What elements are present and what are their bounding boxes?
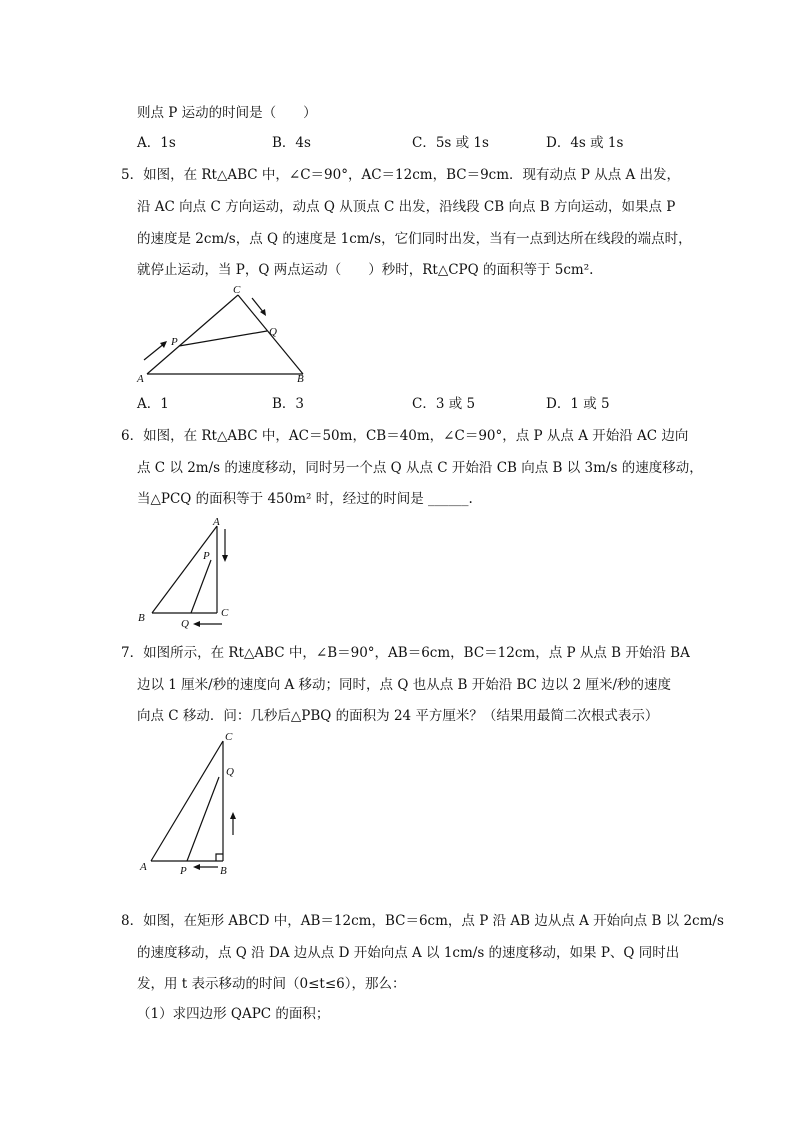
q7-right-angle [216,854,223,861]
q5-label-a: A [137,373,144,385]
q6-line-3: 当△PCQ 的面积等于 450m² 时，经过的时间是 ______. [137,491,473,507]
q8-line-2: 的速度移动，点 Q 沿 DA 边从点 D 开始向点 A 以 1cm/s 的速度移动，如果 P、Q 同时出 [137,945,680,961]
q6-label-b: B [138,612,145,624]
q7-label-b: B [220,865,227,877]
q7-label-q: Q [226,766,234,778]
q8-subquestion-1: （1）求四边形 QAPC 的面积； [137,1006,330,1022]
q4-option-d: D．4s 或 1s [546,135,624,151]
q5-side-ac [147,295,238,374]
q4-option-b: B．4s [272,135,311,151]
q5-option-c: C．3 或 5 [412,396,476,412]
q5-line-1: 5．如图，在 Rt△ABC 中，∠C＝90°，AC＝12cm，BC＝9cm．现有动点 P 从点 A 出发， [121,167,681,183]
q6-line-2: 点 C 以 2m/s 的速度移动，同时另一个点 Q 从点 C 开始沿 CB 向点 B 以 3m/s 的速度移动， [137,460,703,476]
q7-label-a: A [140,861,147,873]
q6-line-1: 6．如图，在 Rt△ABC 中，AC＝50m，CB＝40m，∠C＝90°，点 P 从点 A 开始沿 AC 边向 [121,428,689,444]
q5-arrow-p [144,343,165,360]
q6-label-a: A [213,516,220,528]
q7-label-c: C [225,731,233,743]
q5-option-b: B．3 [272,396,305,412]
q4-line: 则点 P 运动的时间是（ ） [137,105,317,121]
q5-line-2: 沿 AC 向点 C 方向运动，动点 Q 从顶点 C 出发，沿线段 CB 向点 B 方向运动，如果点 P [137,199,676,215]
q7-arrowhead-q [230,812,236,819]
q5-figure [135,283,325,388]
q6-label-q: Q [181,618,189,630]
q5-line-4: 就停止运动，当 P，Q 两点运动（ ）秒时，Rt△CPQ 的面积等于 5cm². [137,262,594,278]
q5-label-c: C [233,284,241,296]
q5-segment-pq [179,331,267,346]
q6-label-p: P [203,550,210,562]
q5-label-q: Q [269,326,277,338]
q6-segment-pq [191,560,211,613]
q6-arrowhead-q [193,621,200,627]
q4-option-a: A．1s [137,135,176,151]
q7-segment-pq [187,777,219,861]
q6-arrowhead-p [222,555,228,562]
q8-line-3: 发，用 t 表示移动的时间（0≤t≤6），那么： [137,976,406,992]
q6-figure [135,517,245,632]
q7-arrowhead-p [193,864,200,870]
q8-line-1: 8．如图，在矩形 ABCD 中，AB＝12cm，BC＝6cm，点 P 沿 AB 边从点 A 开始向点 B 以 2cm/s [121,913,724,929]
q7-label-p: P [180,865,187,877]
q5-option-a: A．1 [137,396,169,412]
q5-option-d: D．1 或 5 [546,396,610,412]
q5-label-b: B [297,373,304,385]
q7-side-ac [151,741,223,861]
q7-line-3: 向点 C 移动．问：几秒后△PBQ 的面积为 24 平方厘米？（结果用最简二次根式表示） [137,708,659,724]
q7-line-1: 7．如图所示，在 Rt△ABC 中，∠B＝90°，AB＝6cm，BC＝12cm，点 P 从点 B 开始沿 BA [121,645,690,661]
q7-figure [135,730,250,880]
q7-line-2: 边以 1 厘米/秒的速度向 A 移动；同时，点 Q 也从点 B 开始沿 BC 边以 2 厘米/秒的速度 [137,677,672,693]
q4-option-c: C．5s 或 1s [412,135,489,151]
q5-label-p: P [171,336,178,348]
q6-label-c: C [221,607,229,619]
q5-line-3: 的速度是 2cm/s，点 Q 的速度是 1cm/s，它们同时出发，当有一点到达所在线段的端点时， [137,231,692,247]
